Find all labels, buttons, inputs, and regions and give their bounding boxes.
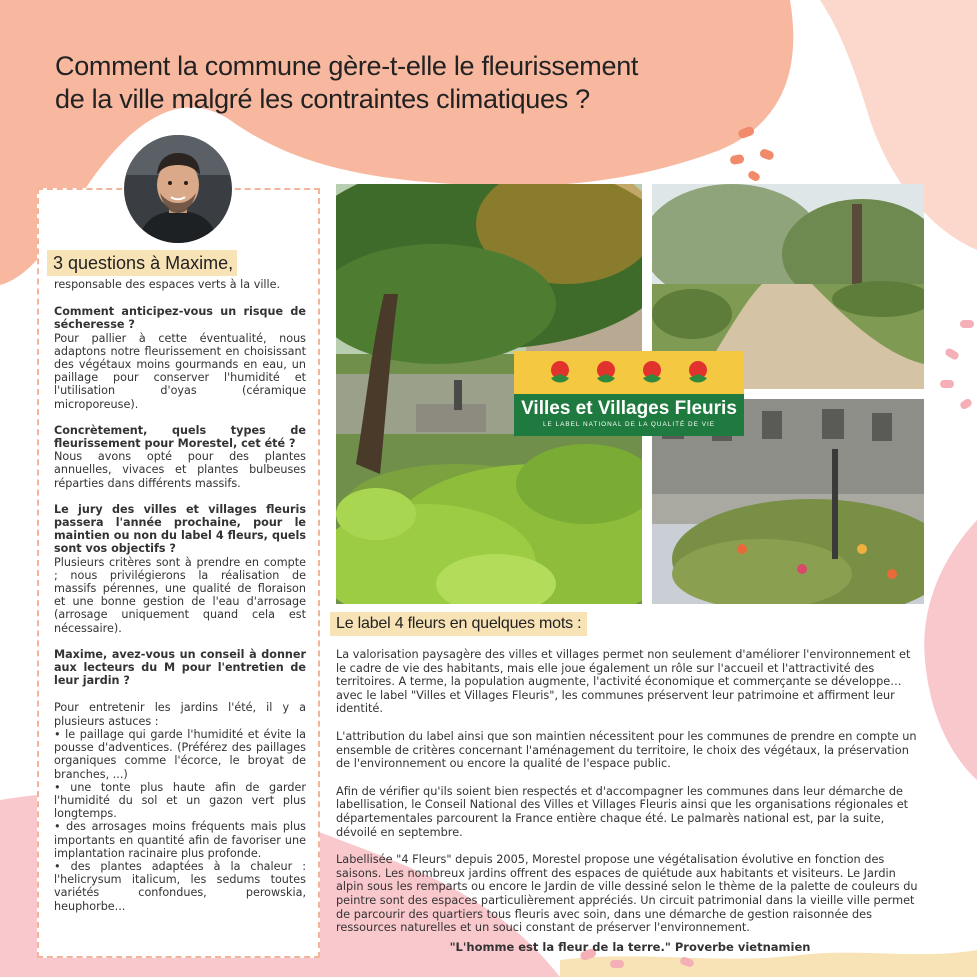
article-paragraph-4: Labellisée "4 Fleurs" depuis 2005, Morestel propose une végétalisation évolutive en fonction des saisons. Les nombreux jardins offrent des espaces de quiétude aux habitants et visiteurs. Le Jardin alpin sous les remparts ou encore le Jardin de ville dessiné selon le thème de la palette de couleurs du peintre sont des espaces particulièrement appréciés. Un circuit patrimonial dans la vieille ville permet de parcourir des quartiers tous fleuris avec soin, dans une démarche de gestion raisonnée des ressources naturelles et un souci constant de préserver l'environnement. [336,853,918,935]
title-line-1: Comment la commune gère-t-elle le fleurissement [55,51,639,81]
question-4: Maxime, avez-vous un conseil à donner aux lecteurs du M pour l'entretien de leur jardin ? [54,647,306,688]
answer-2: Nous avons opté pour des plantes annuelles, vivaces et plantes bulbeuses réparties dans différents massifs. [54,450,306,490]
list-item: • le paillage qui garde l'humidité et évite la pousse d'adventices. (Préférez des paillages organiques comme l'écorce, le broyat de branches, ...) [54,727,306,781]
flower-icon [591,358,621,388]
flower-icon [637,358,667,388]
question-1: Comment anticipez-vous un risque de sécheresse ? [54,305,306,332]
closing-quote: "L'homme est la fleur de la terre." Proverbe vietnamien [449,940,811,954]
flowers-row [514,351,744,394]
flower-icon [683,358,713,388]
answer-1: Pour pallier à cette éventualité, nous adaptons notre fleurissement en choisissant des végétaux moins gourmands en eau, un paillage pour conserver l'humidité et l'utilisation d'oyas (céramique microporeuse). [54,331,306,411]
answer-3: Plusieurs critères sont à prendre en compte ; nous privilégierons la réalisation de massifs pérennes, une qualité de floraison et une bonne gestion de l'eau d'arrosage (arrosage uniquement quand cela est nécessaire). [54,555,306,635]
pink-dots-decoration [940,320,974,410]
page-title [55,50,675,116]
interview-subtitle: responsable des espaces verts à la ville. [54,278,281,291]
label-name: Villes et Villages Fleuris [521,398,737,419]
answer-4-intro: Pour entretenir les jardins l'été, il y a plusieurs astuces : [54,701,306,728]
article-paragraph-3: Afin de vérifier qu'ils soient bien respectés et d'accompagner les communes dans leur démarche de labellisation, le Conseil National des Villes et Villages Fleuris ainsi que les organisations régionales et départementales parcourent la France entière chaque été. Le palmarès national est, par la suite, dévoilé en septembre. [336,784,909,839]
question-2: Concrètement, quels types de fleurissement pour Morestel, cet été ? [54,423,306,451]
title-line-2: de la ville malgré les contraintes climatiques ? [55,84,590,114]
pink-blob-right [924,520,977,780]
list-item: • des plantes adaptées à la chaleur : l'helicrysum italicum, les sedums toutes variétés confondues, perowskia, heuphorbe... [54,859,306,913]
avatar [124,135,232,243]
article-heading: Le label 4 fleurs en quelques mots : [330,612,587,636]
label-tagline: LE LABEL NATIONAL DE LA QUALITÉ DE VIE [542,421,715,428]
article-paragraph-1: La valorisation paysagère des villes et villages permet non seulement d'améliorer l'environnement et le cadre de vie des habitants, mais elle joue également un rôle sur l'accueil et l'attractivité des territoires. A terme, la population augmente, l'activité économique et commerçante se développe… avec le label "Villes et Villages Fleuris", les communes préservent leur patrimoine et affirment leur identité. [336,648,911,716]
article-text [336,648,924,949]
label-text-block [514,394,744,436]
question-3: Le jury des villes et villages fleuris passera l'année prochaine, pour le maintien ou non du label 4 fleurs, quels sont vos objectifs ? [54,502,306,556]
list-item: • des arrosages moins fréquents mais plus importants en quantité afin de favoriser une implantation racinaire plus profonde. [54,820,306,860]
article-paragraph-2: L'attribution du label ainsi que son maintien nécessitent pour les communes de prendre en compte un ensemble de critères concernant l'aménagement du territoire, le choix des végétaux, la préservation de l'environnement ou encore la qualité de l'espace public. [336,729,917,771]
list-item: • une tonte plus haute afin de garder l'humidité du sol et un gazon vert plus longtemps. [54,780,306,821]
flower-icon [545,358,575,388]
interview-text [54,278,306,913]
portrait-photo [124,135,232,243]
villes-villages-fleuris-logo [514,351,744,436]
interview-heading: 3 questions à Maxime, [47,250,237,276]
tips-list [54,728,306,913]
